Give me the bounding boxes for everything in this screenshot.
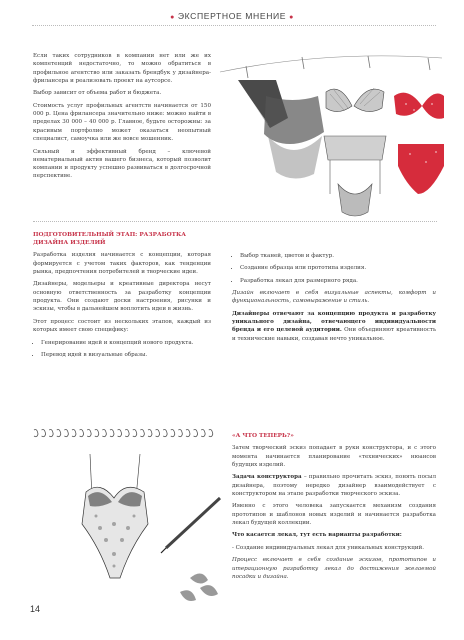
spiral-ring	[57, 430, 61, 437]
paragraph: Именно с этого человека запускается механизм создания прототипов и шаблонов новых изделий и начинается разработка лекал будущей коллекции.	[232, 503, 436, 526]
right-bottom-text	[232, 432, 436, 585]
header-rule	[32, 25, 436, 26]
paragraph: Дизайнеры, модельеры и креативные директора несут основную ответственность за разработку концепции продукта. Они создают доски настроения, рисунки и эскизы, чтобы в дальнейшем воплотить идеи в жизнь.	[33, 281, 211, 313]
list-item: • Создание образца или прототипа изделия.	[240, 264, 436, 272]
paragraph: Разработка изделия начинается с концепции, которая формируется с учетом таких факторов, как тенденции рынка, предпочтения потребителей и творческие идеи.	[33, 252, 211, 275]
paragraph: Этот процесс состоит из нескольких этапов, каждый из которых имеет свою специфику:	[33, 318, 211, 334]
paragraph	[232, 310, 436, 343]
spiral-ring	[148, 430, 152, 437]
paragraph	[232, 289, 436, 306]
bold-text: Что касается лекал, тут есть варианты разработки:	[232, 532, 402, 539]
spiral-ring	[201, 430, 205, 437]
spiral-ring	[140, 430, 144, 437]
paragraph: Стоимость услуг профильных агентств начинается от 150 000 р. Цена фрилансера значительно ниже: можно найти в пределах 30 000 – 40 000 р. Главное, будьте осторожны: за красивым портфолио может оказаться неопытный специалист, самоучка или же вовсе мошенник.	[33, 102, 211, 143]
spiral-ring	[209, 430, 213, 437]
bullet-dot-icon: ●	[289, 14, 294, 21]
paragraph: Сильный и эффективный бренд – ключевой нематериальный актив вашего бизнеса, который позволит компании и продукту успешно развиваться в долгосрочной перспективе.	[33, 148, 211, 180]
spiral-ring	[133, 430, 137, 437]
page-number: 14	[30, 604, 41, 614]
spiral-ring	[72, 430, 76, 437]
right-top-text	[232, 252, 436, 347]
spiral-ring	[178, 430, 182, 437]
spiral-ring	[186, 430, 190, 437]
header-title: ЭКСПЕРТНОЕ МНЕНИЕ	[177, 11, 287, 21]
lingerie-sketch-illustration	[218, 44, 444, 234]
section-heading: ПОДГОТОВИТЕЛЬНЫЙ ЭТАП: РАЗРАБОТКА ДИЗАЙНА ИЗДЕЛИЙ	[33, 232, 186, 247]
spiral-ring	[171, 430, 175, 437]
bold-text: Дизайнеры отвечают за концепцию продукта и разработку уникального дизайна, отвечающего индивидуальности бренда и его целевой аудитории.	[232, 310, 436, 334]
italic-text: Дизайн включает в себя визуальные аспекты, комфорт и функциональность, самовыражение и стиль.	[232, 289, 436, 305]
list-item: • Перевод идей в визуальные образы.	[41, 351, 211, 359]
list-item: • Генерирование идей и концепций нового продукта.	[41, 339, 211, 347]
spiral-ring	[64, 430, 68, 437]
prep-section	[33, 231, 211, 363]
spiral-ring	[42, 430, 46, 437]
list-item: • Выбор тканей, цветов и фактур.	[240, 252, 436, 260]
italic-text: Процесс включает в себя создание эскизов, прототипов и итерационную разработку лекал до достижения желаемой посадки и дизайна.	[232, 557, 436, 580]
paragraph: Выбор зависит от объема работ и бюджета.	[33, 90, 162, 97]
paragraph	[232, 473, 436, 498]
paragraph	[232, 556, 436, 581]
bold-text: Задача конструктора	[232, 474, 302, 481]
spiral-ring	[49, 430, 53, 437]
paragraph	[232, 531, 436, 539]
bullet-dot-icon: ●	[170, 14, 175, 21]
spiral-ring	[156, 430, 160, 437]
spiral-ring	[95, 430, 99, 437]
bullet-list	[33, 339, 211, 360]
paragraph: Затем творческий эскиз попадает в руки конструктора, и с этого момента начинается планирование «технических» нюансов будущих изделий.	[232, 445, 436, 468]
left-top-text	[33, 52, 211, 185]
text: Они объединяют креативность и технические навыки, создавая нечто уникальное.	[232, 327, 437, 342]
spiral-ring	[118, 430, 122, 437]
spiral-ring	[125, 430, 129, 437]
spiral-ring	[110, 430, 114, 437]
spiral-ring	[80, 430, 84, 437]
spiral-ring	[194, 430, 198, 437]
section-header	[0, 11, 464, 21]
bodysuit-sketchbook-illustration	[30, 428, 226, 606]
section-heading: «А ЧТО ТЕПЕРЬ?»	[232, 433, 294, 439]
spiral-ring	[163, 430, 167, 437]
divider	[33, 221, 437, 222]
bullet-list	[232, 252, 436, 285]
spiral-ring	[87, 430, 91, 437]
list-item: • Разработка лекал для размерного ряда.	[240, 277, 436, 285]
spiral-ring	[102, 430, 106, 437]
text: – правильно прочитать эскиз, понять посыл дизайнера, поэтому нередко дизайнер взаимодействует с конструктором на этапе разработки творческого эскиза.	[232, 474, 436, 497]
paragraph: Если таких сотрудников в компании нет или же их компетенций недостаточно, то можно обратиться в профильное агентство или заказать брендбук у дизайнера-фрилансера и реализовать проект на аутсорсе.	[33, 53, 211, 84]
spiral-ring	[34, 430, 38, 437]
paragraph: - Создание индивидуальных лекал для уникальных конструкций.	[232, 544, 424, 551]
